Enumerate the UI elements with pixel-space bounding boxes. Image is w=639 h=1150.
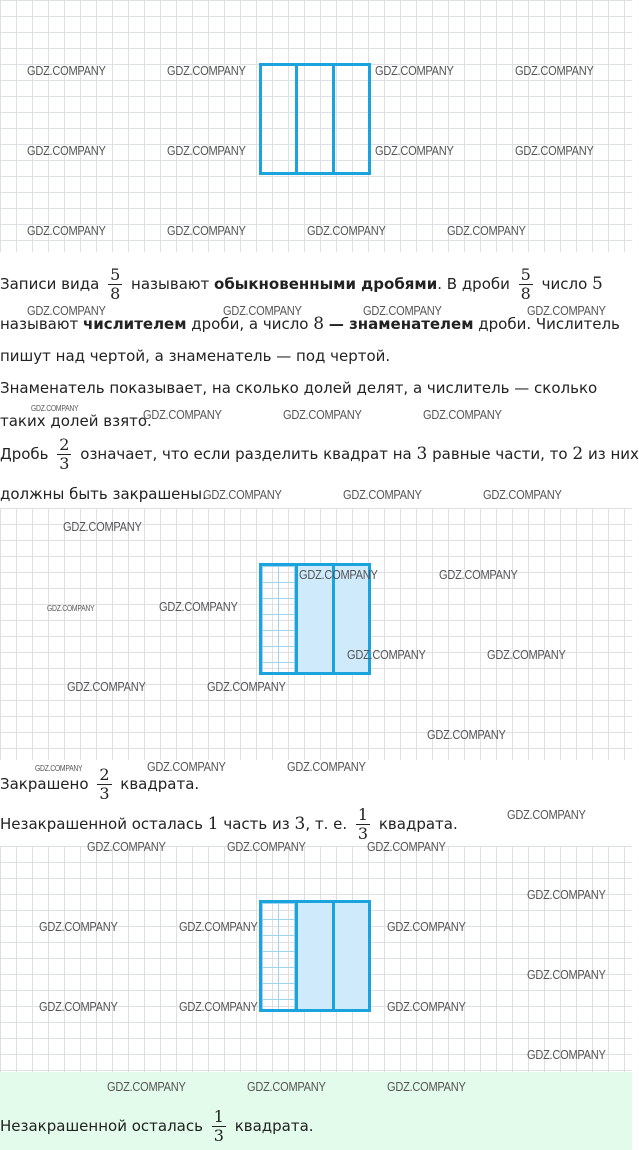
number: 5 [592, 274, 603, 294]
watermark: GDZ.COMPANY [307, 223, 386, 238]
paragraph-line-4: Знаменатель показывает, на сколько долей делят, а числитель — сколько [0, 379, 598, 397]
text-span: , т. е. [305, 815, 348, 833]
text-span: Закрашено [0, 775, 89, 793]
paragraph-line-10 [0, 1108, 314, 1145]
watermark: GDZ.COMPANY [223, 303, 302, 318]
watermark: GDZ.COMPANY [487, 647, 566, 662]
denominator: 3 [213, 1126, 224, 1145]
numerator: 1 [357, 805, 369, 824]
paragraph-line-1 [0, 266, 603, 303]
watermark: GDZ.COMPANY [31, 404, 79, 413]
text-span: квадрата. [234, 1117, 314, 1135]
number: 3 [294, 814, 306, 834]
paragraph-line-6 [0, 436, 639, 473]
fraction-1-3 [356, 806, 370, 843]
numerator: 2 [59, 435, 70, 454]
denominator: 8 [110, 284, 121, 303]
watermark: GDZ.COMPANY [447, 223, 526, 238]
fraction-1-3 [212, 1108, 226, 1145]
fraction-2-3 [57, 436, 71, 473]
paragraph-line-9 [0, 806, 458, 843]
watermark: GDZ.COMPANY [527, 1047, 606, 1062]
text-span: Дробь [0, 445, 49, 463]
watermark: GDZ.COMPANY [143, 407, 222, 422]
text-span: Незакрашенной осталась [0, 815, 203, 833]
paragraph-line-5: таких долей взято. [0, 412, 152, 430]
denominator: 3 [59, 454, 70, 473]
watermark: GDZ.COMPANY [367, 839, 446, 854]
numerator: 1 [213, 1107, 224, 1126]
square-part [262, 66, 298, 172]
text-span: означает, что если разделить квадрат на [80, 445, 412, 463]
square-figure-1 [259, 63, 371, 175]
watermark: GDZ.COMPANY [167, 143, 246, 158]
watermark: GDZ.COMPANY [159, 599, 238, 614]
watermark: GDZ.COMPANY [387, 919, 466, 934]
text-span: равные части, то [432, 445, 568, 463]
paragraph-line-3: пишут над чертой, а знаменатель — под чертой. [0, 347, 391, 365]
watermark: GDZ.COMPANY [439, 567, 518, 582]
watermark: GDZ.COMPANY [527, 303, 606, 318]
bold-term: обыкновенными дробями [214, 275, 438, 293]
fraction-5-8 [108, 266, 122, 303]
square-part-shaded [335, 903, 368, 1009]
watermark: GDZ.COMPANY [287, 759, 366, 774]
denominator: 8 [520, 284, 531, 303]
text-span: называют [131, 275, 210, 293]
numerator: 2 [99, 765, 110, 784]
denominator: 3 [99, 784, 110, 803]
text-span: дроби, а число [191, 315, 309, 333]
watermark: GDZ.COMPANY [179, 999, 258, 1014]
square-part [335, 66, 368, 172]
watermark: GDZ.COMPANY [299, 567, 378, 582]
paragraph-line-7: должны быть закрашены. [0, 485, 207, 503]
watermark: GDZ.COMPANY [507, 807, 586, 822]
bold-term: — знаменателем [328, 315, 474, 333]
watermark: GDZ.COMPANY [47, 604, 95, 613]
square-part-unshaded [262, 903, 298, 1009]
watermark: GDZ.COMPANY [427, 727, 506, 742]
watermark: GDZ.COMPANY [179, 919, 258, 934]
watermark: GDZ.COMPANY [27, 143, 106, 158]
watermark: GDZ.COMPANY [227, 839, 306, 854]
text-span: квадрата. [378, 815, 458, 833]
watermark: GDZ.COMPANY [203, 487, 282, 502]
number: 1 [207, 814, 219, 834]
text-span: часть из [223, 815, 290, 833]
text-span: число [541, 275, 588, 293]
watermark: GDZ.COMPANY [167, 63, 246, 78]
watermark: GDZ.COMPANY [483, 487, 562, 502]
number: 8 [313, 314, 325, 334]
watermark: GDZ.COMPANY [39, 999, 118, 1014]
watermark: GDZ.COMPANY [375, 143, 454, 158]
denominator: 3 [357, 824, 369, 843]
watermark: GDZ.COMPANY [515, 143, 594, 158]
text-span: дроби. Числитель [478, 315, 620, 333]
watermark: GDZ.COMPANY [375, 63, 454, 78]
watermark: GDZ.COMPANY [527, 887, 606, 902]
square-part-unshaded [262, 566, 298, 672]
watermark: GDZ.COMPANY [247, 1079, 326, 1094]
number: 2 [572, 444, 584, 464]
watermark: GDZ.COMPANY [67, 679, 146, 694]
text-span: . В дроби [437, 275, 510, 293]
watermark: GDZ.COMPANY [107, 1079, 186, 1094]
number: 3 [416, 444, 428, 464]
watermark: GDZ.COMPANY [283, 407, 362, 422]
square-part-shaded [298, 903, 334, 1009]
numerator: 5 [520, 265, 531, 284]
text-span: квадрата. [120, 775, 200, 793]
watermark: GDZ.COMPANY [207, 679, 286, 694]
watermark: GDZ.COMPANY [363, 303, 442, 318]
bold-term: числителем [83, 315, 187, 333]
numerator: 5 [110, 265, 121, 284]
watermark: GDZ.COMPANY [347, 647, 426, 662]
watermark: GDZ.COMPANY [27, 223, 106, 238]
text-span: из них [588, 445, 639, 463]
watermark: GDZ.COMPANY [167, 223, 246, 238]
watermark: GDZ.COMPANY [147, 759, 226, 774]
watermark: GDZ.COMPANY [423, 407, 502, 422]
watermark: GDZ.COMPANY [515, 63, 594, 78]
square-figure-3 [259, 900, 371, 1012]
text-span: называют [0, 315, 79, 333]
watermark: GDZ.COMPANY [63, 519, 142, 534]
fraction-2-3 [97, 766, 111, 803]
watermark: GDZ.COMPANY [387, 999, 466, 1014]
square-part [298, 66, 334, 172]
watermark: GDZ.COMPANY [527, 967, 606, 982]
text-span: Записи вида [0, 275, 100, 293]
watermark: GDZ.COMPANY [27, 63, 106, 78]
watermark: GDZ.COMPANY [87, 839, 166, 854]
watermark: GDZ.COMPANY [39, 919, 118, 934]
watermark: GDZ.COMPANY [27, 303, 106, 318]
watermark: GDZ.COMPANY [387, 1079, 466, 1094]
text-span: Незакрашенной осталась [0, 1117, 203, 1135]
watermark: GDZ.COMPANY [343, 487, 422, 502]
fraction-5-8 [519, 266, 533, 303]
watermark: GDZ.COMPANY [35, 764, 83, 773]
